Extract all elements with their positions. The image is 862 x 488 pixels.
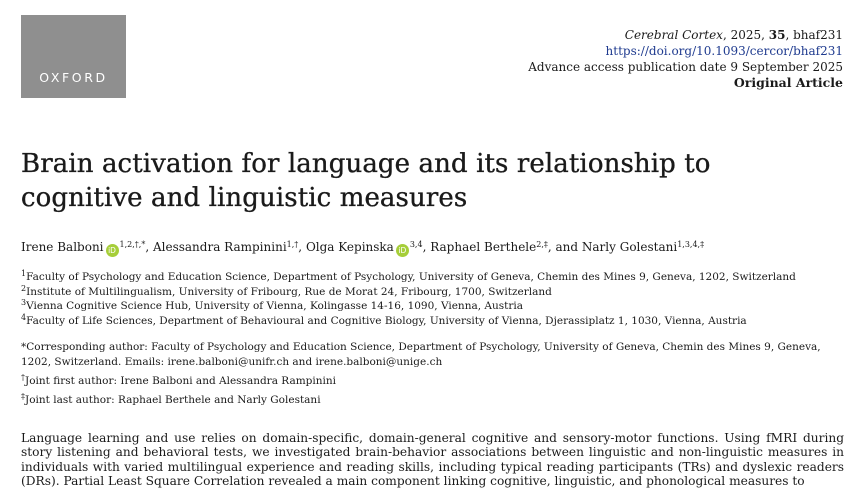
article-title: Brain activation for language and its relationship to cognitive and linguistic measures — [21, 149, 711, 213]
author-affiliation-marks: 1,3,4,‡ — [677, 240, 705, 249]
citation-line — [528, 27, 843, 43]
author-name[interactable]: Alessandra Rampinini — [152, 240, 287, 254]
affiliation-text: Institute of Multilingualism, University of Fribourg, Rue de Morat 24, Fribourg, 1700, Switzerland — [26, 285, 552, 298]
orcid-icon[interactable]: iD — [396, 244, 409, 257]
author-list: Irene Balboni $iD^{1,2,\dagger,*}$, Alessandra Rampinini$^{1,\dagger}$, Olga Kepinska iD$^{3,4}$, Raphael Berthele$^{2,\ddagger}$, and Narly Golestani$^{1,3,4,\ddagger}$ — [21, 240, 705, 255]
affiliation-text: Faculty of Life Sciences, Department of Behavioural and Cognitive Biology, University of Vienna, Djerassiplatz 1, 1030, Vienna, Austria — [26, 314, 747, 327]
doi-link[interactable]: https://doi.org/10.1093/cercor/bhaf231 — [605, 44, 843, 58]
affiliation-item — [21, 270, 851, 285]
author-affiliation-marks: 2,‡ — [536, 240, 548, 249]
affiliation-number: 4 — [21, 312, 27, 322]
affiliation-text: Vienna Cognitive Science Hub, University of Vienna, Kolingasse 14-16, 1090, Vienna, Austria — [26, 300, 523, 313]
joint-last-text: Joint last author: Raphael Berthele and Narly Golestani — [25, 394, 321, 406]
logo-text: OXFORD — [39, 69, 108, 85]
dagger-mark: † — [21, 373, 25, 382]
author-name[interactable]: Narly Golestani — [581, 240, 678, 254]
abstract-text: Language learning and use relies on domain-specific, domain-general cognitive and sensory-motor functions. Using fMRI during story listening and behavioral tests, we investigated brain-behavior associations between linguistic and non-linguistic measures in individuals with varied multilingual experience and reading skills, including typical reading participants (TRs) and dyslexic readers (DRs). Partial Least Square Correlation revealed a main component linking cognitive, linguistic, and phonological measures to — [21, 431, 844, 488]
joint-first-text: Joint first author: Irene Balboni and Alessandra Rampinini — [25, 375, 336, 387]
author-affiliation-marks: 1,† — [286, 240, 299, 249]
joint-last-author-note — [21, 393, 821, 408]
oxford-logo — [21, 15, 126, 98]
affiliation-item — [21, 285, 851, 300]
journal-name: Cerebral Cortex — [624, 28, 723, 42]
author-name[interactable]: Raphael Berthele — [430, 240, 537, 254]
affiliation-item — [21, 314, 851, 329]
affiliation-text: Faculty of Psychology and Education Science, Department of Psychology, University of Geneva, Chemin des Mines 9, Geneva, 1202, Switzerland — [26, 271, 796, 283]
double-dagger-mark: ‡ — [21, 392, 25, 401]
affiliation-list — [21, 270, 851, 328]
orcid-icon[interactable]: iD — [106, 244, 119, 257]
citation-volume: 35 — [768, 28, 786, 42]
access-date: Advance access publication date 9 September 2025 — [528, 60, 843, 74]
joint-first-author-note — [21, 374, 821, 389]
author-name[interactable]: Olga Kepinska — [305, 240, 394, 254]
affiliation-number: 1 — [21, 269, 27, 278]
corresponding-author-note: *Corresponding author: Faculty of Psychology and Education Science, Department of Psychology, University of Geneva, Chemin des Mines 9, Geneva, 1202, Switzerland. Emails: irene.balboni@unifr.ch and irene.balboni@unige.ch — [21, 341, 821, 368]
author-notes — [21, 340, 821, 408]
citation-article-id: , bhaf231 — [785, 28, 843, 42]
author-name[interactable]: Irene Balboni — [21, 240, 104, 254]
author-affiliation-marks: 3,4 — [409, 240, 423, 249]
article-type: Original Article — [733, 75, 843, 90]
citation-year: , 2025, — [722, 28, 769, 42]
affiliation-item — [21, 299, 851, 314]
affiliation-number: 3 — [21, 298, 27, 308]
author-affiliation-marks: 1,2,†,* — [119, 240, 146, 249]
article-meta — [528, 27, 843, 91]
affiliation-number: 2 — [21, 283, 27, 293]
